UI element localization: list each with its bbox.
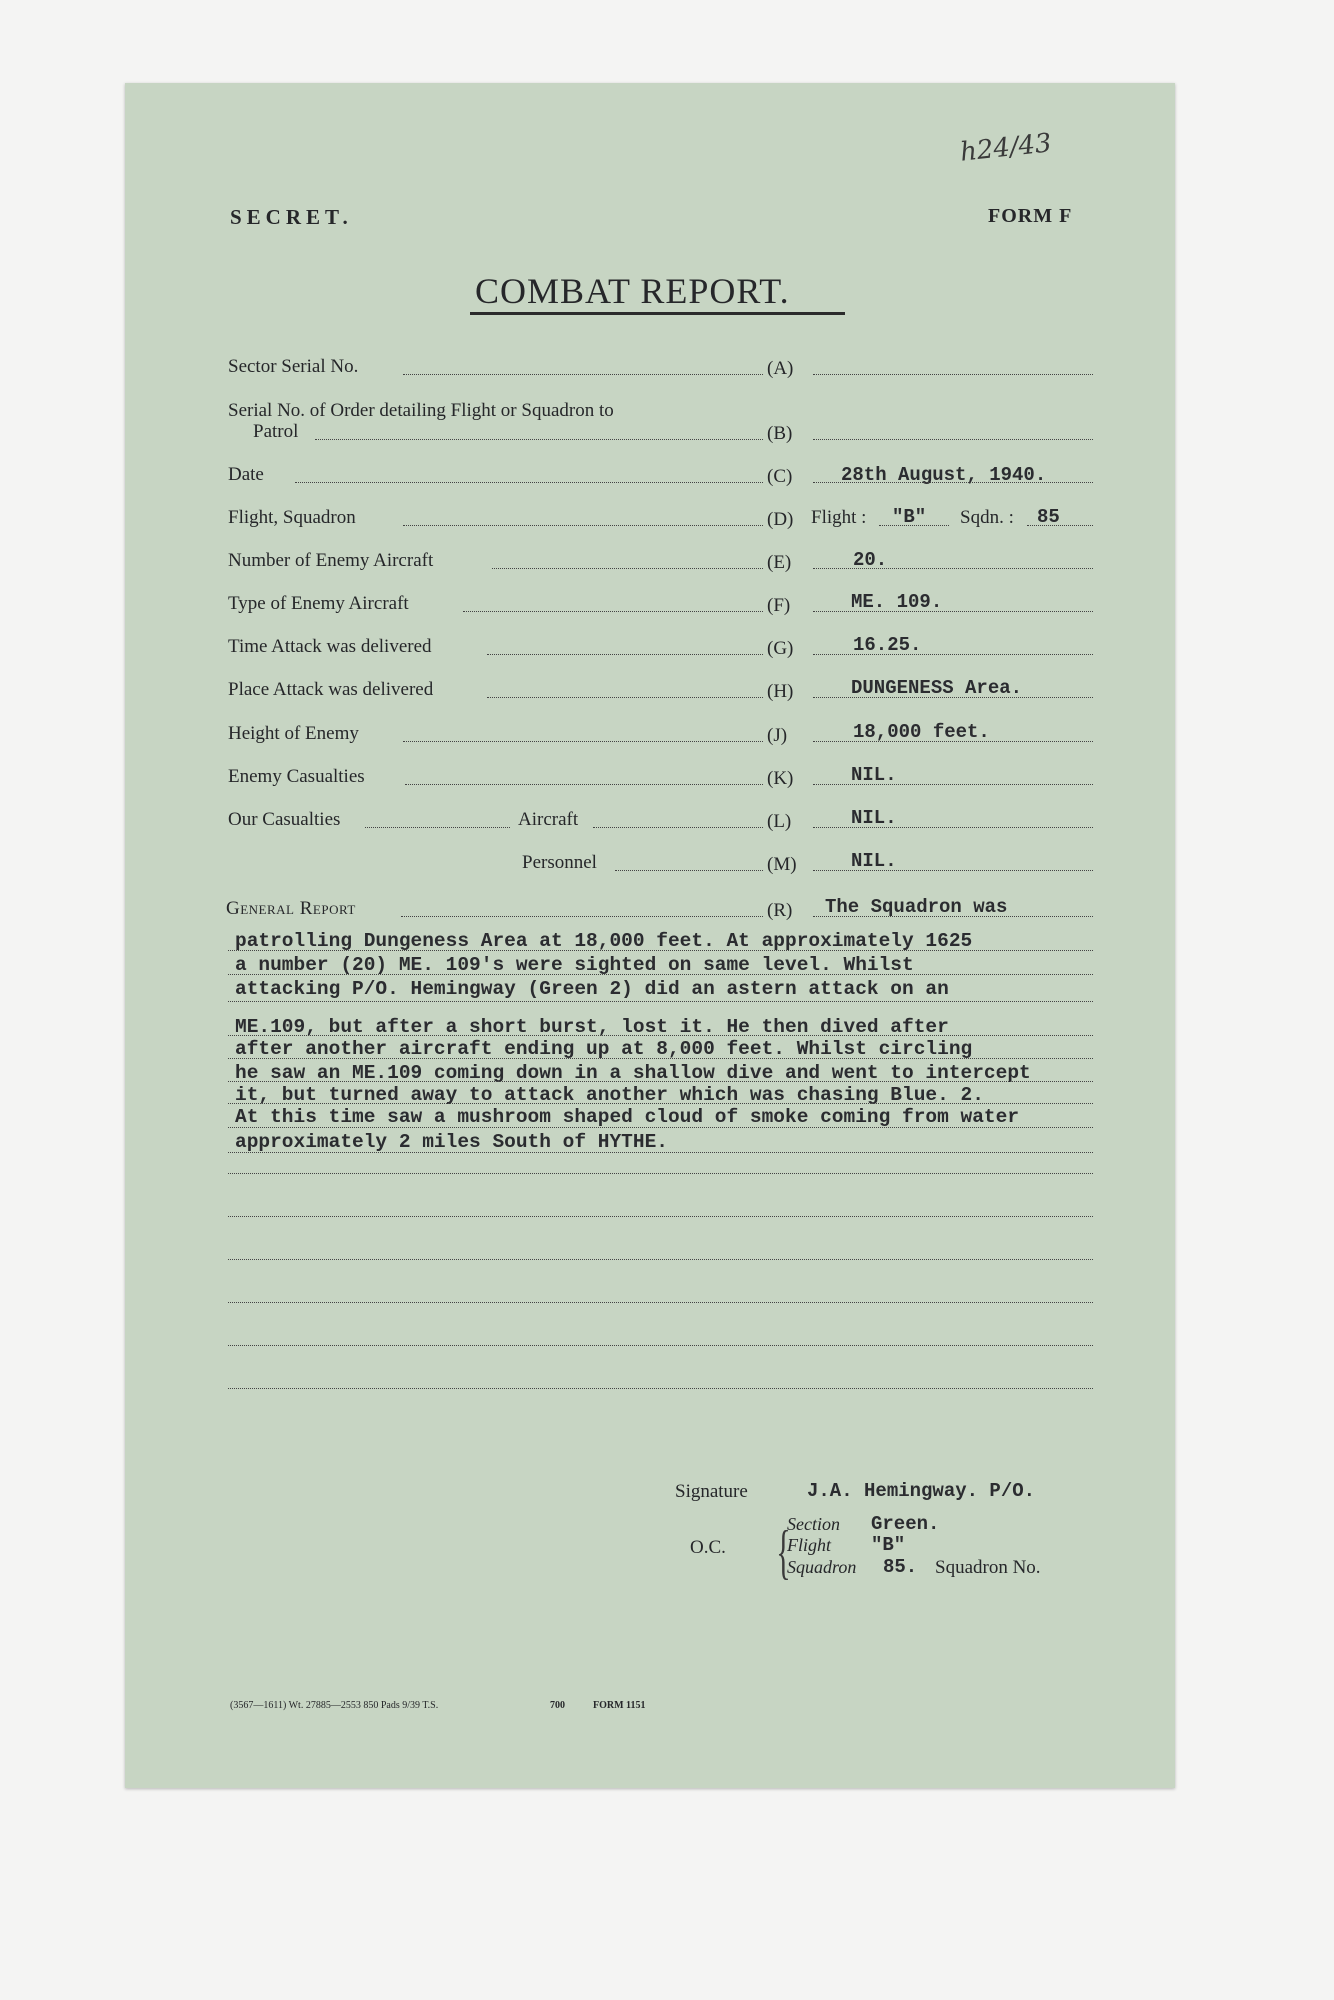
leader-dots	[365, 827, 510, 828]
leader-dots	[593, 827, 763, 828]
field-value-date: 28th August, 1940.	[841, 464, 1047, 486]
report-line-5: after another aircraft ending up at 8,000 feet. Whilst circling	[235, 1038, 973, 1060]
report-rule	[228, 1259, 1093, 1260]
leader-dots	[403, 374, 763, 375]
value-line-b	[813, 439, 1093, 440]
field-value-place-attack: DUNGENESS Area.	[851, 677, 1023, 699]
flight-label: Flight :	[811, 507, 867, 528]
title-underline	[470, 312, 845, 315]
report-rule	[228, 974, 1093, 975]
field-code-j: (J)	[767, 725, 788, 746]
report-line-1: patrolling Dungeness Area at 18,000 feet. At approximately 1625	[235, 930, 973, 952]
report-line-2: a number (20) ME. 109's were sighted on same level. Whilst	[235, 954, 914, 976]
oc-brace: {	[776, 1519, 791, 1585]
signature-value: J.A. Hemingway. P/O.	[807, 1480, 1036, 1502]
field-code-b: (B)	[767, 423, 793, 444]
field-label-order-serial-cont: Patrol	[253, 421, 299, 442]
report-rule	[228, 1173, 1093, 1174]
sqdn-label: Sqdn. :	[960, 507, 1014, 528]
flight-value: "B"	[892, 506, 927, 528]
field-value-number-enemy: 20.	[853, 549, 888, 571]
report-rule	[228, 1081, 1093, 1082]
report-line-4: ME.109, but after a short burst, lost it. He then dived after	[235, 1016, 949, 1038]
field-label-general-report: General Report	[226, 898, 356, 919]
field-label-time-attack: Time Attack was delivered	[228, 636, 432, 657]
value-line-j	[813, 741, 1093, 742]
squadron-label: Squadron	[787, 1557, 857, 1577]
field-value-height-enemy: 18,000 feet.	[853, 721, 990, 743]
field-sublabel-personnel: Personnel	[522, 852, 597, 873]
field-value-aircraft-casualties: NIL.	[851, 807, 897, 829]
report-rule	[228, 1345, 1093, 1346]
value-line-flight	[879, 525, 949, 526]
report-line-6: he saw an ME.109 coming down in a shallow dive and went to intercept	[235, 1062, 1031, 1084]
leader-dots	[487, 654, 763, 655]
field-label-place-attack: Place Attack was delivered	[228, 679, 434, 700]
field-label-flight-squadron: Flight, Squadron	[228, 507, 356, 528]
report-rule	[228, 1001, 1093, 1002]
field-value-personnel-casualties: NIL.	[851, 850, 897, 872]
value-line-f	[813, 611, 1093, 612]
field-sublabel-aircraft: Aircraft	[518, 809, 579, 830]
section-label: Section	[787, 1514, 840, 1534]
field-code-h: (H)	[767, 681, 794, 702]
footer-print-number: 700	[550, 1700, 565, 1711]
combat-report-form	[125, 83, 1175, 1788]
field-label-order-serial: Serial No. of Order detailing Flight or Squadron to	[228, 400, 614, 421]
field-code-f: (F)	[767, 595, 791, 616]
value-line-sqdn	[1027, 525, 1093, 526]
leader-dots	[615, 870, 763, 871]
report-rule	[228, 1127, 1093, 1128]
field-label-sector-serial: Sector Serial No.	[228, 356, 359, 377]
field-code-r: (R)	[767, 900, 793, 921]
report-line-8: At this time saw a mushroom shaped cloud of smoke coming from water	[235, 1106, 1020, 1128]
field-value-general-report-start: The Squadron was	[825, 896, 1008, 918]
value-line-c	[813, 482, 1093, 483]
field-value-type-enemy: ME. 109.	[851, 591, 943, 613]
report-rule	[228, 950, 1093, 951]
leader-dots	[405, 784, 763, 785]
field-code-l: (L)	[767, 811, 792, 832]
value-line-m	[813, 870, 1093, 871]
field-label-type-enemy: Type of Enemy Aircraft	[228, 593, 409, 614]
value-line-l	[813, 827, 1093, 828]
field-label-number-enemy: Number of Enemy Aircraft	[228, 550, 434, 571]
value-line-e	[813, 568, 1093, 569]
signature-label: Signature	[675, 1481, 748, 1502]
field-code-e: (E)	[767, 552, 792, 573]
report-line-7: it, but turned away to attack another which was chasing Blue. 2.	[235, 1084, 984, 1106]
flight-sig-label: Flight	[787, 1535, 831, 1555]
field-label-date: Date	[228, 464, 264, 485]
field-value-time-attack: 16.25.	[853, 634, 922, 656]
leader-dots	[403, 741, 763, 742]
footer-form-number: FORM 1151	[593, 1700, 646, 1711]
value-line-k	[813, 784, 1093, 785]
leader-dots	[315, 439, 763, 440]
report-rule	[228, 1302, 1093, 1303]
report-line-9: approximately 2 miles South of HYTHE.	[235, 1131, 668, 1153]
report-rule	[228, 1058, 1093, 1059]
report-rule	[228, 1152, 1093, 1153]
report-rule	[228, 1035, 1093, 1036]
section-value: Green.	[871, 1513, 940, 1535]
leader-dots	[492, 568, 763, 569]
squadron-no-label: Squadron No.	[935, 1557, 1041, 1578]
field-code-g: (G)	[767, 638, 794, 659]
field-code-m: (M)	[767, 854, 797, 875]
field-label-our-casualties: Our Casualties	[228, 809, 341, 830]
leader-dots	[295, 482, 763, 483]
oc-label: O.C.	[690, 1537, 726, 1558]
value-line-g	[813, 654, 1093, 655]
handwritten-reference: h24/43	[958, 128, 1054, 168]
field-code-d: (D)	[767, 509, 794, 530]
field-label-enemy-casualties: Enemy Casualties	[228, 766, 365, 787]
report-rule	[228, 1103, 1093, 1104]
sqdn-value: 85	[1037, 506, 1060, 528]
value-line-r	[813, 916, 1093, 917]
report-rule	[228, 1216, 1093, 1217]
leader-dots	[487, 697, 763, 698]
field-code-k: (K)	[767, 768, 794, 789]
value-line-a	[813, 374, 1093, 375]
classification-label: SECRET.	[230, 205, 353, 229]
field-code-a: (A)	[767, 358, 794, 379]
leader-dots	[463, 611, 763, 612]
field-label-height-enemy: Height of Enemy	[228, 723, 359, 744]
report-rule	[228, 1388, 1093, 1389]
value-line-h	[813, 697, 1093, 698]
squadron-value: 85.	[883, 1556, 918, 1578]
leader-dots	[403, 525, 763, 526]
leader-dots	[401, 916, 763, 917]
field-value-enemy-casualties: NIL.	[851, 764, 897, 786]
form-title: COMBAT REPORT.	[475, 271, 790, 311]
footer-print-code: (3567—1611) Wt. 27885—2553 850 Pads 9/39 T.S.	[230, 1700, 439, 1711]
report-line-3: attacking P/O. Hemingway (Green 2) did an astern attack on an	[235, 978, 949, 1000]
form-id: FORM F	[988, 205, 1073, 227]
field-code-c: (C)	[767, 466, 793, 487]
flight-sig-value: "B"	[871, 1534, 906, 1556]
